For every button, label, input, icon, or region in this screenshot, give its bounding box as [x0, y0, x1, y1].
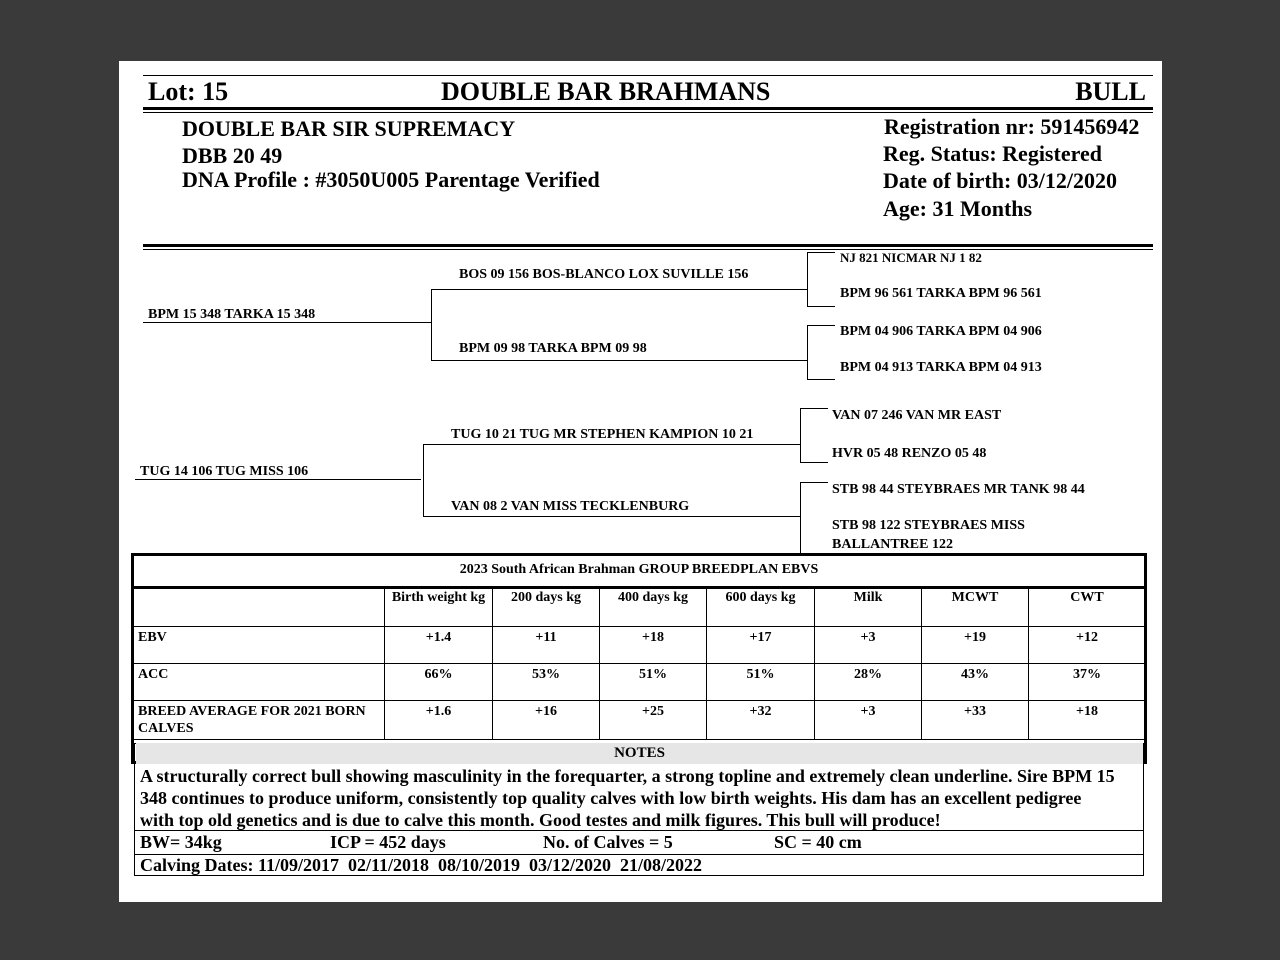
- dam-sire-line: [423, 444, 801, 445]
- animal-name: DOUBLE BAR SIR SUPREMACY: [182, 116, 516, 141]
- sire-sire-line: [431, 289, 808, 290]
- ss-bracket: [807, 252, 808, 307]
- ebv-col-200-days: 200 days kg: [493, 587, 600, 627]
- sire-bracket: [431, 289, 432, 361]
- sire-line: [143, 322, 432, 323]
- sire-dam-line: [431, 360, 808, 361]
- notes-divider: [134, 830, 1144, 831]
- animal-ident: DBB 20 49: [182, 143, 283, 168]
- dam-line: [135, 479, 421, 480]
- ebv-title: 2023 South African Brahman GROUP BREEDPLAN EBVS: [459, 562, 819, 577]
- dam-sire: TUG 10 21 TUG MR STEPHEN KAMPION 10 21: [451, 427, 754, 442]
- registration-number: Registration nr: 591456942: [884, 114, 1140, 139]
- cell: 43%: [922, 664, 1029, 701]
- notes-text: A structurally correct bull showing masculinity in the forequarter, a strong topline and extremely clean underline. Sire BPM 15 348 continues to produce uniform, consistently top quality calves with low birth weights. His dam has an excellent pedigree with top old genetics and is due to calve this month. Good testes and milk figures. This bull will produce!: [140, 766, 1115, 830]
- table-row: [134, 627, 1146, 664]
- pedigree-rule-thin: [143, 249, 1153, 250]
- pedigree-rule-thick: [143, 244, 1153, 247]
- sire: BPM 15 348 TARKA 15 348: [148, 307, 316, 322]
- ebv-col-400-days: 400 days kg: [600, 587, 707, 627]
- ebv-col-600-days: 600 days kg: [707, 587, 815, 627]
- dna-profile: DNA Profile : #3050U005 Parentage Verified: [182, 167, 600, 192]
- ss-bottom: [807, 306, 835, 307]
- cell: +18: [1029, 701, 1146, 740]
- dd-bracket: [800, 482, 801, 554]
- sd-bottom: [807, 379, 835, 380]
- ebv-col-mcwt: MCWT: [922, 587, 1029, 627]
- dam-dam: VAN 08 2 VAN MISS TECKLENBURG: [451, 499, 690, 514]
- top-rule: [143, 75, 1153, 76]
- ss-sire: NJ 821 NICMAR NJ 1 82: [840, 250, 982, 265]
- dam: TUG 14 106 TUG MISS 106: [140, 464, 309, 479]
- date-of-birth: Date of birth: 03/12/2020: [883, 168, 1118, 193]
- cell: +16: [493, 701, 600, 740]
- cell: +11: [493, 627, 600, 664]
- cell: +3: [815, 627, 922, 664]
- cell: +3: [815, 701, 922, 740]
- cell: +32: [707, 701, 815, 740]
- dam-dam-line: [423, 516, 801, 517]
- cell: 28%: [815, 664, 922, 701]
- sd-top: [807, 325, 835, 326]
- cell: 66%: [385, 664, 493, 701]
- cell: 53%: [493, 664, 600, 701]
- cell: +25: [600, 701, 707, 740]
- ds-top: [800, 408, 828, 409]
- calving-dates: Calving Dates: 11/09/2017 02/11/2018 08/10/2019 03/12/2020 21/08/2022: [140, 855, 703, 875]
- cell: 51%: [600, 664, 707, 701]
- ebv-col-milk: Milk: [815, 587, 922, 627]
- dd-dam-line1: STB 98 122 STEYBRAES MISS: [832, 518, 1025, 533]
- ds-sire: VAN 07 246 VAN MR EAST: [832, 408, 1002, 423]
- row-label: BREED AVERAGE FOR 2021 BORN CALVES: [134, 701, 385, 740]
- lot-number: Lot: 15: [148, 77, 229, 106]
- ds-dam: HVR 05 48 RENZO 05 48: [832, 446, 987, 461]
- table-row: [134, 664, 1146, 701]
- age: Age: 31 Months: [883, 196, 1033, 221]
- row-label: EBV: [134, 627, 385, 664]
- birth-weight: BW= 34kg: [140, 832, 222, 852]
- notes-title: NOTES: [136, 743, 1143, 764]
- ss-top: [807, 252, 835, 253]
- header-rule-thin: [143, 112, 1153, 113]
- cell: +1.6: [385, 701, 493, 740]
- cell: 37%: [1029, 664, 1146, 701]
- icp: ICP = 452 days: [330, 832, 446, 852]
- number-of-calves: No. of Calves = 5: [543, 832, 673, 852]
- dd-dam-line2: BALLANTREE 122: [832, 537, 953, 552]
- ds-bottom: [800, 462, 828, 463]
- ebv-header-blank: [134, 587, 385, 627]
- sd-dam: BPM 04 913 TARKA BPM 04 913: [840, 360, 1042, 375]
- cell: 51%: [707, 664, 815, 701]
- ss-dam: BPM 96 561 TARKA BPM 96 561: [840, 286, 1042, 301]
- table-row: [134, 701, 1146, 740]
- dam-bracket: [423, 444, 424, 517]
- row-label: ACC: [134, 664, 385, 701]
- scrotal-circumference: SC = 40 cm: [774, 832, 862, 852]
- ds-bracket: [800, 408, 801, 463]
- cell: +19: [922, 627, 1029, 664]
- sire-dam: BPM 09 98 TARKA BPM 09 98: [459, 341, 647, 356]
- cell: +33: [922, 701, 1029, 740]
- cell: +18: [600, 627, 707, 664]
- sd-sire: BPM 04 906 TARKA BPM 04 906: [840, 324, 1042, 339]
- ebv-table: [133, 586, 1146, 740]
- ebv-col-birth-weight: Birth weight kg: [385, 587, 493, 627]
- cell: +17: [707, 627, 815, 664]
- cell: +1.4: [385, 627, 493, 664]
- cell: +12: [1029, 627, 1146, 664]
- sire-sire: BOS 09 156 BOS-BLANCO LOX SUVILLE 156: [459, 267, 749, 282]
- ebv-col-cwt: CWT: [1029, 587, 1146, 627]
- sd-bracket: [807, 325, 808, 380]
- sex-label: BULL: [1075, 77, 1146, 106]
- registration-status: Reg. Status: Registered: [883, 141, 1102, 166]
- breeder-name: DOUBLE BAR BRAHMANS: [441, 77, 771, 106]
- header-rule-thick: [143, 107, 1153, 110]
- dd-sire: STB 98 44 STEYBRAES MR TANK 98 44: [832, 482, 1085, 497]
- dd-top: [800, 482, 828, 483]
